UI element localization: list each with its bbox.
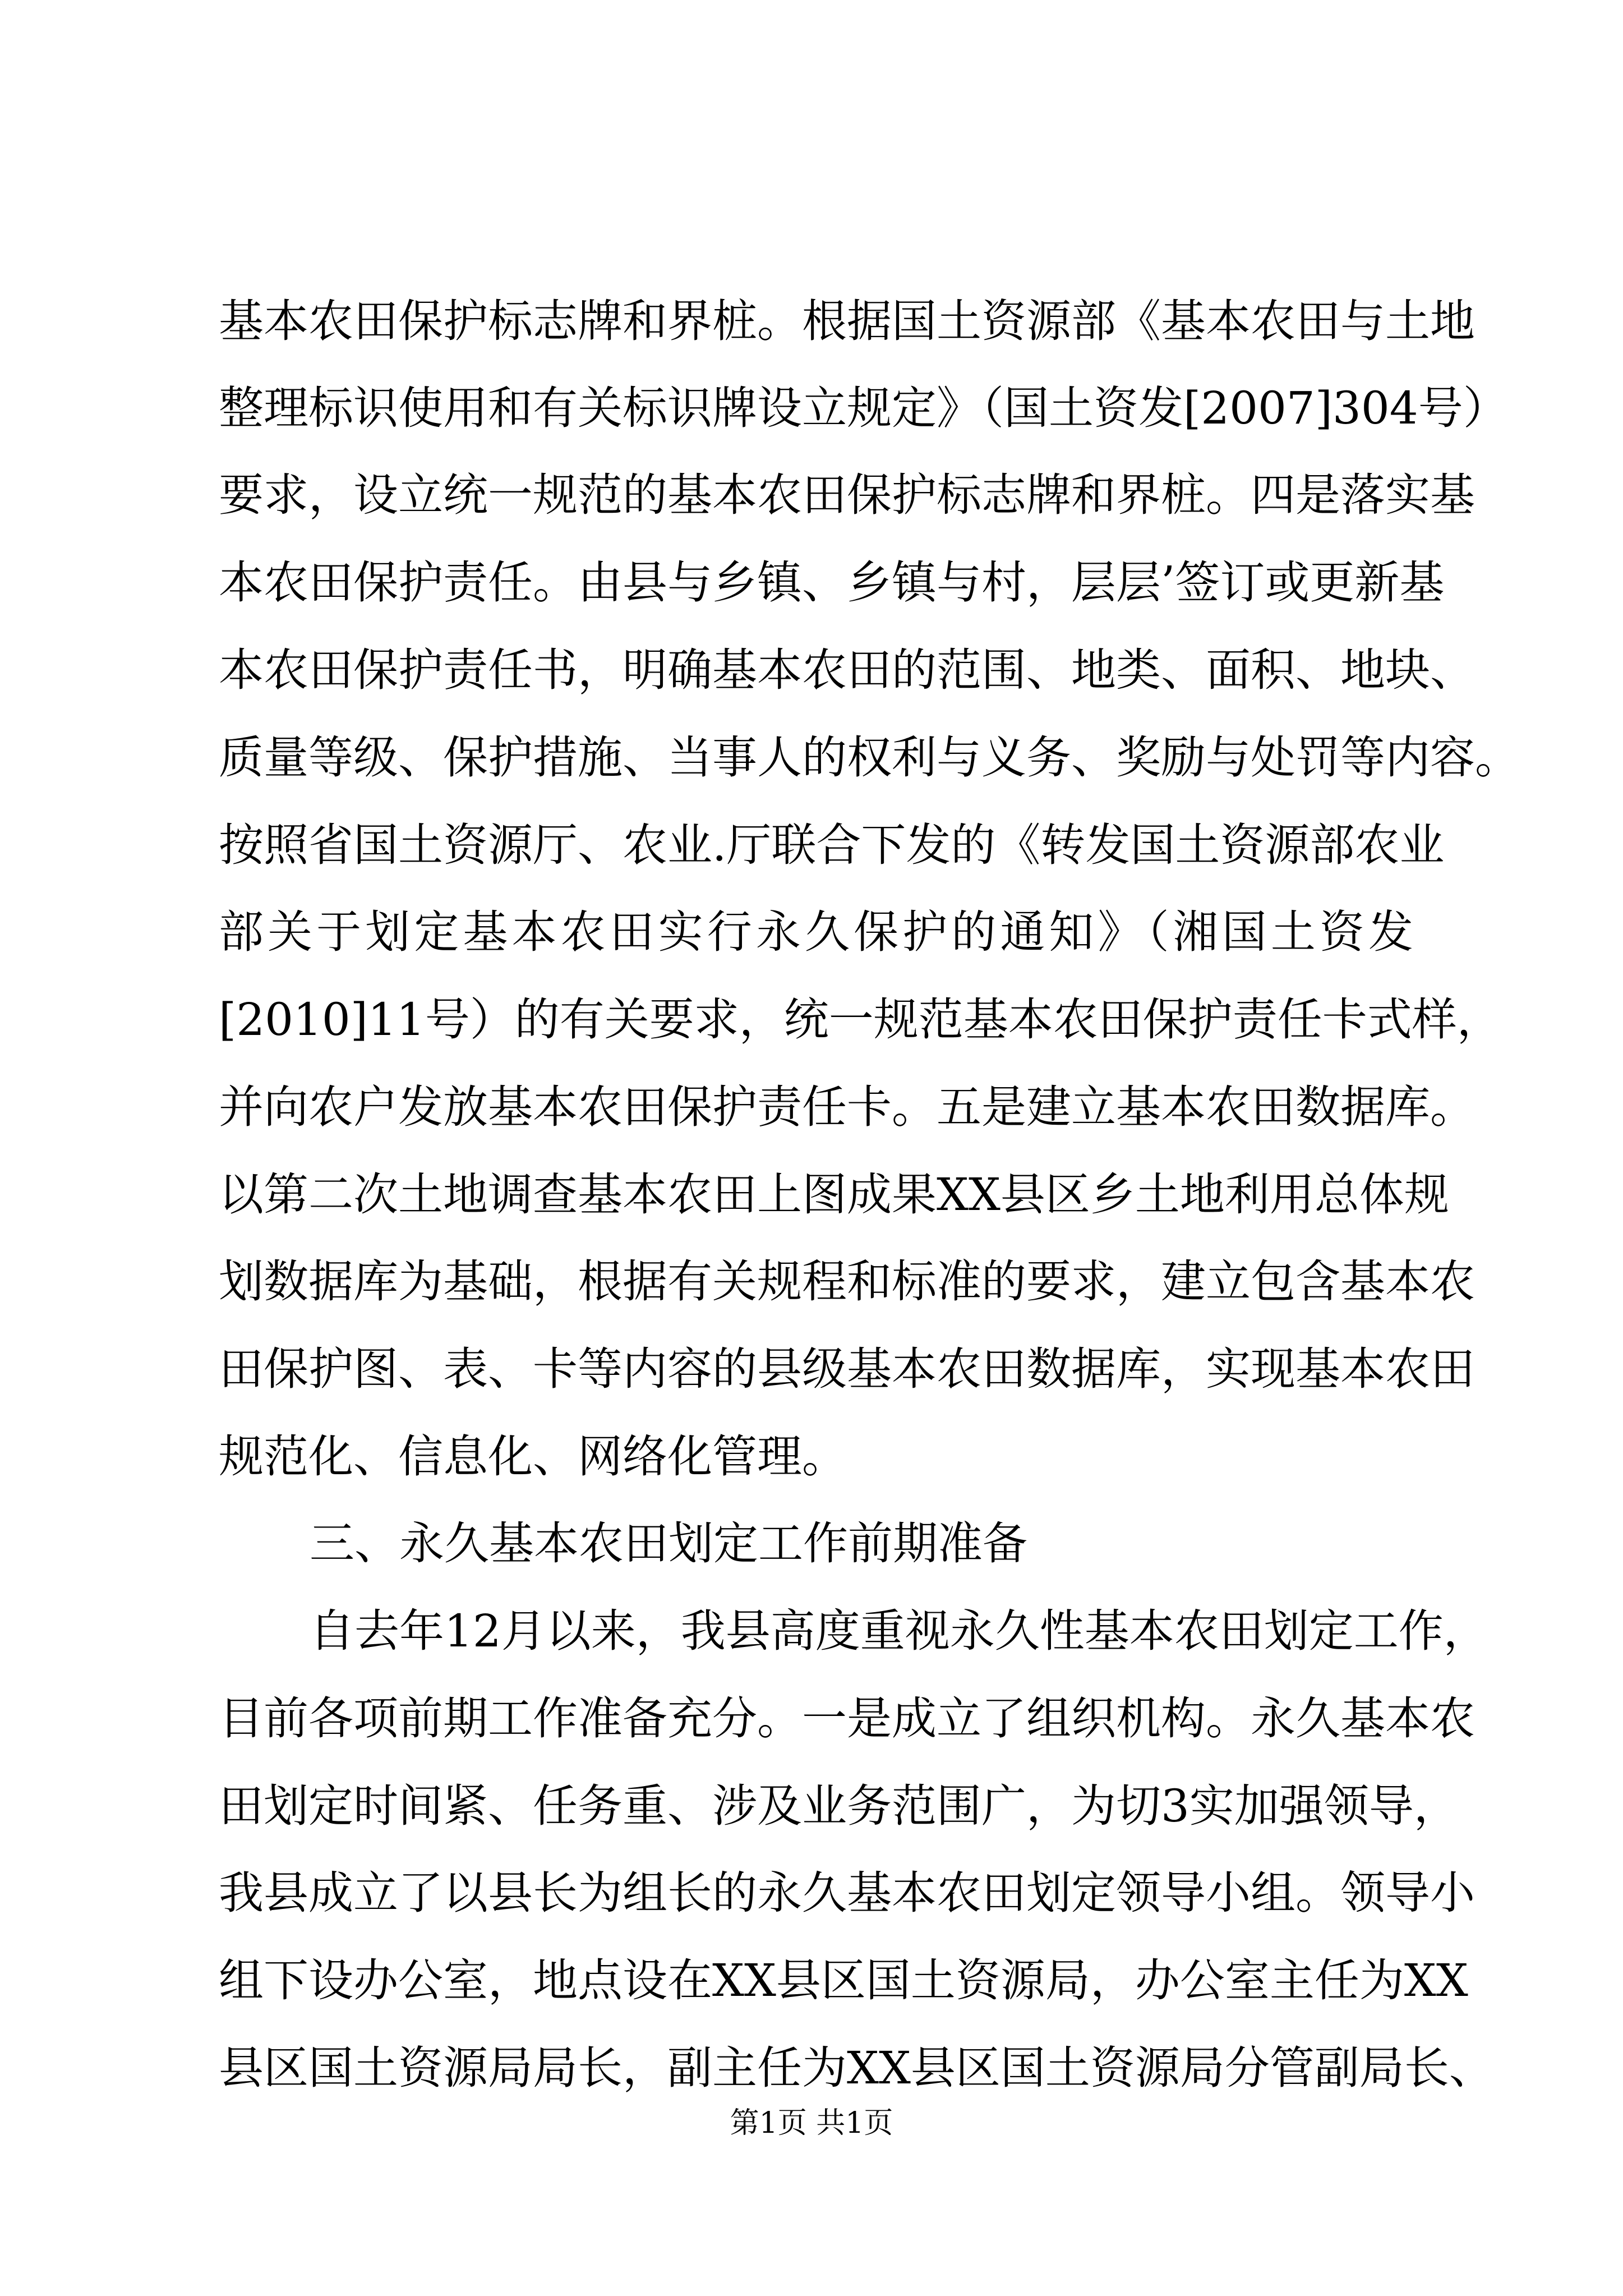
body-text-line: 要求，设立统一规范的基本农田保护标志牌和界桩。四是落实基	[219, 469, 1475, 521]
section-heading: 三、永久基本农田划定工作前期准备	[310, 1517, 1027, 1570]
body-text-line: 质量等级、保护措施、当事人的权利与义务、奖励与处罚等内容。	[219, 731, 1520, 784]
body-text-line: [2010]11号）的有关要求，统一规范基本农田保护责任卡式样，	[219, 993, 1502, 1046]
body-text-line: 规范化、信息化、网络化管理。	[219, 1430, 847, 1483]
body-text-line: 并向农户发放基本农田保护责任卡。五是建立基本农田数据库。	[219, 1081, 1475, 1133]
body-text-line: 基本农田保护标志牌和界桩。根据国土资源部《基本农田与土地	[219, 295, 1475, 347]
page-footer: 第1页 共1页	[730, 2106, 893, 2140]
body-text-line: 目前各项前期工作准备充分。一是成立了组织机构。永久基本农	[219, 1692, 1475, 1745]
body-text-line: 自去年12月以来，我县高度重视永久性基本农田划定工作，	[310, 1605, 1488, 1657]
body-text-line: 按照省国土资源厅、农业.厅联合下发的《转发国土资源部农业	[219, 819, 1445, 871]
body-text-line: 组下设办公室，地点设在XX县区国土资源局，办公室主任为XX	[219, 1954, 1468, 2007]
body-text-line: 以第二次土地调查基本农田上图成果XX县区乡土地利用总体规	[219, 1168, 1449, 1221]
body-text-line: 部关于划定基本农田实行永久保护的通知》（湘国土资发	[219, 906, 1413, 958]
body-text-line: 田划定时间紧、任务重、涉及业务范围广，为切3实加强领导，	[219, 1780, 1459, 1832]
body-text-line: 本农田保护责任。由县与乡镇、乡镇与村，层层’签订或更新基	[219, 556, 1445, 609]
body-text-line: 划数据库为基础，根据有关规程和标准的要求，建立包含基本农	[219, 1255, 1475, 1308]
body-text-line: 我县成立了以县长为组长的永久基本农田划定领导小组。领导小	[219, 1867, 1475, 1919]
body-text-line: 本农田保护责任书，明确基本农田的范围、地类、面积、地块、	[219, 644, 1475, 696]
body-text-line: 整理标识使用和有关标识牌设立规定》（国土资发[2007]304号）	[219, 382, 1508, 434]
body-text-line: 田保护图、表、卡等内容的县级基本农田数据库，实现基本农田	[219, 1343, 1475, 1395]
body-text-line: 县区国土资源局局长，副主任为XX县区国土资源局分管副局长、	[219, 2042, 1494, 2094]
